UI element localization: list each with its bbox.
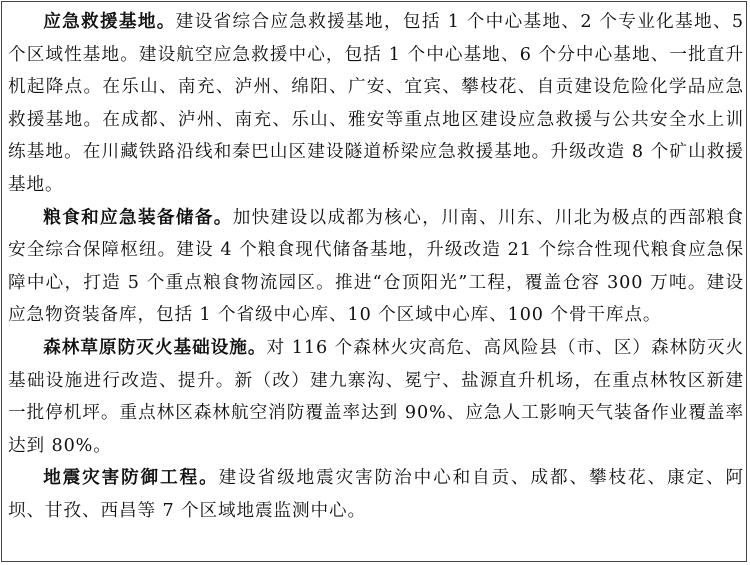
paragraph-emergency-rescue-bases	[8, 6, 744, 202]
document-frame	[1, 1, 747, 562]
paragraph-text: 建设省综合应急救援基地，包括 1 个中心基地、2 个专业化基地、5 个区域性基地。建设航空应急救援中心，包括 1 个中心基地、6 个分中心基地、一批直升机起降点。在乐山、南充、泸州、绵阳、广安、宜宾、攀枝花、自贡建设危险化学品应急救援基地。在成都、泸州、南充、乐山、雅安等重点地区建设应急救援与公共安全水上训练基地。在川藏铁路沿线和秦巴山区建设隧道桥梁应急救援基地。升级改造 8 个矿山救援基地。	[8, 12, 744, 195]
paragraph-title: 森林草原防灭火基础设施。	[43, 337, 267, 358]
paragraph-earthquake-defense	[8, 462, 744, 527]
paragraph-text: 建设省级地震灾害防治中心和自贡、成都、攀枝花、康定、阿坝、甘孜、西昌等 7 个区域地震监测中心。	[8, 468, 744, 521]
paragraph-title: 粮食和应急装备储备。	[43, 207, 233, 228]
document-body	[8, 6, 744, 528]
paragraph-title: 地震灾害防御工程。	[43, 468, 219, 489]
paragraph-text: 对 116 个森林火灾高危、高风险县（市、区）森林防灭火基础设施进行改造、提升。新（改）建九寨沟、冕宁、盐源直升机场，在重点林牧区新建一批停机坪。重点林区森林航空消防覆盖率达到 90%、应急人工影响天气装备作业覆盖率达到 80%。	[8, 337, 744, 456]
paragraph-grain-reserves	[8, 202, 744, 332]
paragraph-text: 加快建设以成都为核心，川南、川东、川北为极点的西部粮食安全综合保障枢纽。建设 4 个粮食现代储备基地，升级改造 21 个综合性现代粮食应急保障中心，打造 5 个重点粮食物流园区。推进“仓顶阳光”工程，覆盖仓容 300 万吨。建设应急物资装备库，包括 1 个省级中心库、10 个区域中心库、100 个骨干库点。	[8, 207, 744, 326]
paragraph-title: 应急救援基地。	[43, 12, 176, 32]
paragraph-forest-fire-prevention	[8, 332, 744, 462]
